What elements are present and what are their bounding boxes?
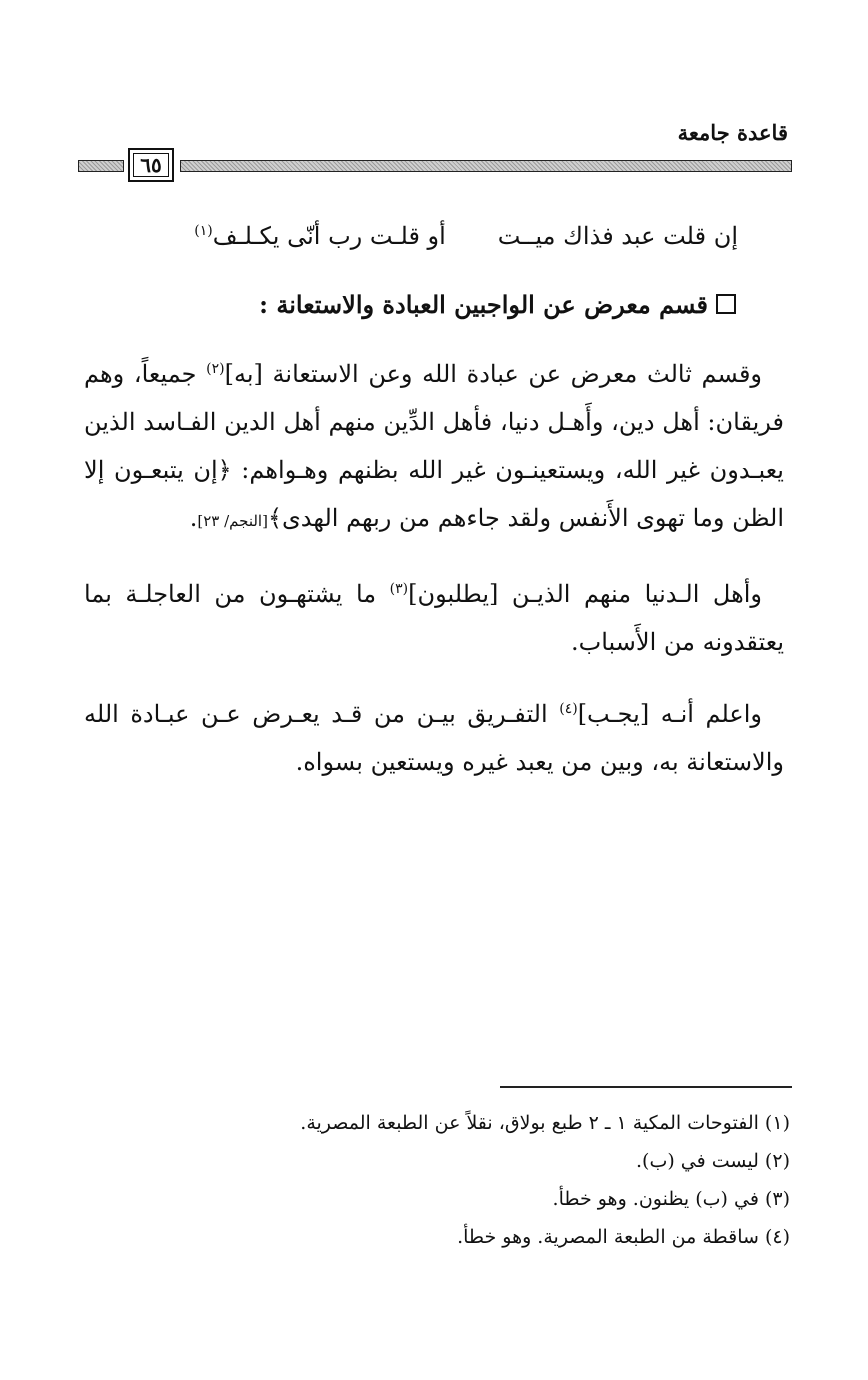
- paragraph-2-text-b: ما يشتهـون من العاجلـة بما يعتقدونه من الأَسباب.: [84, 580, 784, 656]
- footnote-ref: (٣): [389, 581, 409, 597]
- paragraph-3-text-a: واعلم أنـه [يجـب]: [577, 700, 762, 728]
- verse-hemistich-second: [194, 222, 446, 250]
- paragraph-3: [84, 690, 784, 786]
- footnote-ref: (١): [194, 223, 213, 239]
- poetry-verse: [194, 222, 738, 250]
- running-title: قاعدة جامعة: [677, 120, 788, 145]
- header-ornament-left: [78, 160, 124, 172]
- verse-hemistich-second-text: أو قلـت رب أنّى يكـلـف: [212, 222, 446, 250]
- paragraph-1-text-a: وقسم ثالث معرض عن عبادة الله وعن الاستعانة [به]: [224, 360, 763, 388]
- paragraph-2: [84, 570, 784, 666]
- verse-hemistich-first: إن قلت عبد فذاك ميــت: [497, 222, 738, 250]
- footnote-ref: (٢): [206, 361, 225, 377]
- footnotes: [78, 1104, 790, 1256]
- footnote-ref: (٤): [559, 701, 578, 717]
- square-bullet-icon: [716, 294, 736, 314]
- paragraph-1-text-b: جميعاً، وهم فريقان: أهل دين، وأَهـل دنيا، فأهل الدِّين منهم أهل الدين الفـاسد الذين يعبـدون غير الله، ويستعينـون غير الله بظنهم وهـواهم: ﴿إن يتبعـون إلا الظن وما تهوى الأَنفس ولقد جاءهم من ربهم الهدى﴾: [84, 360, 784, 532]
- page-number: ٦٥: [128, 148, 174, 182]
- section-heading-text: قسم معرض عن الواجبين العبادة والاستعانة :: [259, 290, 708, 319]
- quran-citation: [النجم/ ٢٣]: [197, 512, 268, 530]
- footnote-4: (٤) ساقطة من الطبعة المصرية. وهو خطأ.: [457, 1226, 790, 1248]
- paragraph-2-text-a: وأهل الـدنيا منهم الذيـن [يطلبون]: [408, 580, 762, 608]
- paragraph-1: [84, 350, 784, 545]
- footnote-1: (١) الفتوحات المكية ١ ـ ٢ طبع بولاق، نقلاً عن الطبعة المصرية.: [300, 1112, 790, 1134]
- section-heading: [259, 290, 736, 319]
- footnote-3: (٣) في (ب) يظنون. وهو خطأ.: [552, 1188, 790, 1210]
- footnote-2: (٢) ليست في (ب).: [636, 1150, 790, 1172]
- header-ornament-right: [180, 160, 792, 172]
- paragraph-1-end: .: [189, 504, 198, 532]
- page-header-bar: [78, 148, 792, 182]
- paragraph-3-text-b: التفـريق بيـن من قـد يعـرض عـن عبـادة الله والاستعانة به، وبين من يعبد غيره ويستعين بسواه.: [84, 700, 784, 776]
- footnote-divider: [500, 1086, 792, 1088]
